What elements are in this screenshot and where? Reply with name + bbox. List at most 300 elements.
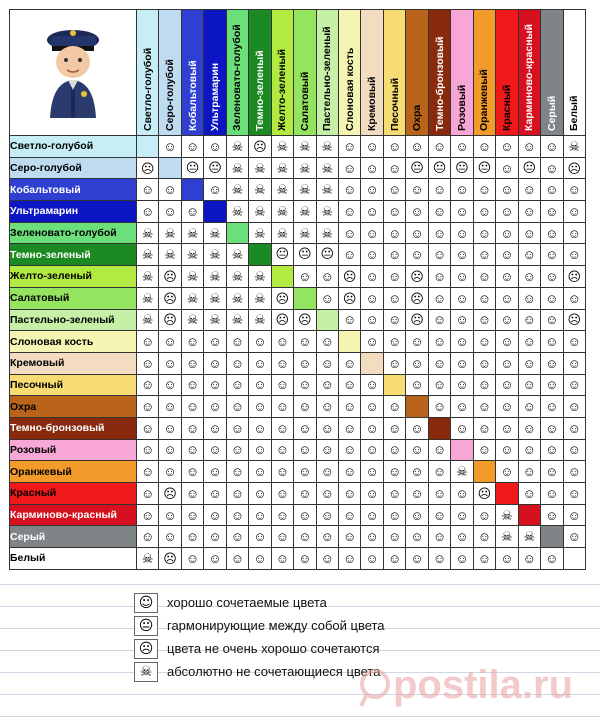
smiley-face-icon: ☺ [496, 417, 518, 439]
smiley-face-icon: ☺ [383, 287, 405, 309]
diagonal-color-swatch [383, 374, 405, 396]
skull-crossbones-icon: ☠ [136, 287, 158, 309]
column-header-label: Ультрамарин [208, 62, 221, 131]
smiley-face-icon: ☺ [428, 287, 450, 309]
smiley-face-icon: ☺ [226, 461, 248, 483]
skull-crossbones-icon: ☠ [496, 504, 518, 526]
smiley-face-icon: ☺ [383, 136, 405, 158]
smiley-face-icon: ☺ [204, 374, 226, 396]
diagonal-color-swatch [496, 483, 518, 505]
smiley-face-icon: ☺ [136, 483, 158, 505]
smiley-face-icon: ☺ [451, 483, 473, 505]
column-header [316, 10, 338, 136]
diagonal-color-swatch [518, 504, 540, 526]
smiley-face-icon: ☺ [541, 417, 563, 439]
smiley-face-icon: ☺ [428, 309, 450, 331]
smiley-face-icon: ☺ [136, 417, 158, 439]
table-row [10, 548, 586, 570]
smiley-face-icon: ☺ [316, 526, 338, 548]
frown-face-icon: ☹ [134, 639, 158, 659]
neutral-face-icon: 😐 [204, 157, 226, 179]
smiley-face-icon: ☺ [563, 526, 586, 548]
smiley-face-icon: ☺ [541, 374, 563, 396]
smiley-face-icon: ☺ [473, 504, 495, 526]
skull-crossbones-icon: ☠ [181, 244, 203, 266]
smiley-face-icon: ☺ [181, 439, 203, 461]
smiley-face-icon: ☺ [428, 136, 450, 158]
smiley-face-icon: ☺ [271, 331, 293, 353]
skull-crossbones-icon: ☠ [159, 222, 181, 244]
smiley-face-icon: ☺ [563, 417, 586, 439]
smiley-face-icon: ☺ [338, 374, 360, 396]
smiley-face-icon: ☺ [473, 396, 495, 418]
smiley-face-icon: ☺ [383, 331, 405, 353]
smiley-face-icon: ☺ [563, 439, 586, 461]
smiley-face-icon: ☺ [159, 179, 181, 201]
smiley-face-icon: ☺ [541, 309, 563, 331]
frown-face-icon: ☹ [294, 309, 316, 331]
smiley-face-icon: ☺ [563, 287, 586, 309]
smiley-face-icon: ☺ [496, 439, 518, 461]
smiley-face-icon: ☺ [383, 179, 405, 201]
smiley-face-icon: ☺ [316, 483, 338, 505]
diagonal-color-swatch [338, 331, 360, 353]
smiley-face-icon: ☺ [383, 461, 405, 483]
column-header-label: Темно-зеленый [253, 50, 266, 131]
smiley-face-icon: ☺ [496, 201, 518, 223]
smiley-face-icon: ☺ [249, 331, 271, 353]
column-header [271, 10, 293, 136]
smiley-face-icon: ☺ [496, 461, 518, 483]
skull-crossbones-icon: ☠ [316, 157, 338, 179]
column-header-label: Белый [568, 95, 581, 131]
smiley-face-icon: ☺ [316, 396, 338, 418]
skull-crossbones-icon: ☠ [294, 157, 316, 179]
smiley-face-icon: ☺ [496, 287, 518, 309]
smiley-face-icon: ☺ [226, 483, 248, 505]
column-header [518, 10, 540, 136]
skull-crossbones-icon: ☠ [316, 179, 338, 201]
smiley-face-icon: ☺ [406, 461, 428, 483]
smiley-face-icon: ☺ [518, 287, 540, 309]
smiley-face-icon: ☺ [204, 504, 226, 526]
compatibility-matrix [9, 9, 586, 570]
smiley-face-icon: ☺ [383, 417, 405, 439]
smiley-face-icon: ☺ [451, 331, 473, 353]
diagonal-color-swatch [294, 287, 316, 309]
smiley-face-icon: ☺ [316, 548, 338, 570]
smiley-face-icon: ☺ [294, 526, 316, 548]
skull-crossbones-icon: ☠ [204, 266, 226, 288]
smiley-face-icon: ☺ [383, 201, 405, 223]
smiley-face-icon: ☺ [406, 222, 428, 244]
diagonal-color-swatch [136, 136, 158, 158]
smiley-face-icon: ☺ [428, 244, 450, 266]
smiley-face-icon: ☺ [181, 331, 203, 353]
smiley-face-icon: ☺ [473, 374, 495, 396]
smiley-face-icon: ☺ [204, 461, 226, 483]
smiley-face-icon: ☺ [181, 526, 203, 548]
watermark [355, 650, 595, 710]
skull-crossbones-icon: ☠ [249, 266, 271, 288]
smiley-face-icon: ☺ [563, 504, 586, 526]
smiley-face-icon: ☺ [428, 439, 450, 461]
smiley-face-icon: ☺ [563, 352, 586, 374]
table-row [10, 526, 586, 548]
diagonal-color-swatch [316, 309, 338, 331]
smiley-face-icon: ☺ [473, 287, 495, 309]
frown-face-icon: ☹ [159, 548, 181, 570]
legend-item-good [0, 592, 600, 614]
frown-face-icon: ☹ [563, 157, 586, 179]
smiley-face-icon: ☺ [451, 136, 473, 158]
smiley-face-icon: ☺ [406, 136, 428, 158]
smiley-face-icon: ☺ [563, 483, 586, 505]
smiley-face-icon: ☺ [204, 483, 226, 505]
smiley-face-icon: ☺ [316, 461, 338, 483]
column-header [159, 10, 181, 136]
smiley-face-icon: ☺ [338, 136, 360, 158]
column-header-label: Оранжевый [478, 69, 491, 131]
smiley-face-icon: ☺ [541, 439, 563, 461]
row-header-label: Темно-зеленый [10, 244, 137, 266]
skull-crossbones-icon: ☠ [159, 244, 181, 266]
smiley-face-icon: ☺ [496, 157, 518, 179]
smiley-face-icon: ☺ [473, 244, 495, 266]
smiley-face-icon: ☺ [204, 417, 226, 439]
smiley-face-icon: ☺ [136, 331, 158, 353]
smiley-face-icon: ☺ [338, 548, 360, 570]
smiley-face-icon: ☺ [406, 352, 428, 374]
smiley-face-icon: ☺ [451, 504, 473, 526]
smiley-face-icon: ☺ [451, 244, 473, 266]
smiley-face-icon: ☺ [563, 461, 586, 483]
row-header-label: Серо-голубой [10, 157, 137, 179]
smiley-face-icon: ☺ [136, 526, 158, 548]
skull-crossbones-icon: ☠ [204, 222, 226, 244]
row-header-label: Серый [10, 526, 137, 548]
smiley-face-icon: ☺ [294, 352, 316, 374]
smiley-face-icon: ☺ [518, 244, 540, 266]
smiley-face-icon: ☺ [541, 201, 563, 223]
smiley-face-icon: ☺ [271, 396, 293, 418]
column-header [204, 10, 226, 136]
neutral-face-icon: 😐 [181, 157, 203, 179]
smiley-face-icon: ☺ [316, 504, 338, 526]
smiley-face-icon: ☺ [159, 439, 181, 461]
smiley-face-icon: ☺ [294, 331, 316, 353]
frown-face-icon: ☹ [563, 309, 586, 331]
row-header-label: Охра [10, 396, 137, 418]
smiley-face-icon: ☺ [249, 439, 271, 461]
table-row [10, 417, 586, 439]
skull-crossbones-icon: ☠ [316, 201, 338, 223]
smiley-face-icon: ☺ [361, 266, 383, 288]
smiley-face-icon: ☺ [473, 526, 495, 548]
smiley-face-icon: ☺ [518, 179, 540, 201]
smiley-face-icon: ☺ [361, 439, 383, 461]
smiley-face-icon: ☺ [159, 201, 181, 223]
row-header-label: Кобальтовый [10, 179, 137, 201]
smiley-face-icon: ☺ [159, 331, 181, 353]
column-header-label: Серо-голубой [164, 59, 177, 131]
table-row [10, 504, 586, 526]
smiley-face-icon: ☺ [226, 548, 248, 570]
frown-face-icon: ☹ [159, 483, 181, 505]
smiley-face-icon: ☺ [181, 548, 203, 570]
skull-crossbones-icon: ☠ [249, 201, 271, 223]
smiley-face-icon: ☺ [496, 266, 518, 288]
smiley-face-icon: ☺ [294, 483, 316, 505]
frown-face-icon: ☹ [563, 266, 586, 288]
smiley-face-icon: ☺ [406, 439, 428, 461]
column-header [406, 10, 428, 136]
smiley-face-icon: ☺ [383, 483, 405, 505]
smiley-face-icon: ☺ [473, 222, 495, 244]
smiley-face-icon: ☺ [428, 201, 450, 223]
smiley-face-icon: ☺ [361, 157, 383, 179]
smiley-face-icon: ☺ [338, 483, 360, 505]
diagonal-color-swatch [406, 396, 428, 418]
smiley-face-icon: ☺ [406, 548, 428, 570]
smiley-face-icon: ☺ [563, 201, 586, 223]
column-header [181, 10, 203, 136]
row-header-label: Светло-голубой [10, 136, 137, 158]
diagonal-color-swatch [473, 461, 495, 483]
smiley-face-icon: ☺ [338, 244, 360, 266]
policeman-icon [38, 18, 108, 123]
smiley-face-icon: ☺ [159, 352, 181, 374]
smiley-face-icon: ☺ [541, 461, 563, 483]
smiley-face-icon: ☺ [361, 504, 383, 526]
frown-face-icon: ☹ [406, 266, 428, 288]
smiley-face-icon: ☺ [249, 417, 271, 439]
table-row [10, 483, 586, 505]
smiley-face-icon: ☺ [541, 287, 563, 309]
smiley-face-icon: ☺ [134, 593, 158, 613]
smiley-face-icon: ☺ [181, 374, 203, 396]
smiley-face-icon: ☺ [518, 201, 540, 223]
skull-crossbones-icon: ☠ [181, 266, 203, 288]
smiley-face-icon: ☺ [451, 396, 473, 418]
legend-item-harmonious [0, 615, 600, 637]
column-header [428, 10, 450, 136]
table-row [10, 222, 586, 244]
smiley-face-icon: ☺ [428, 396, 450, 418]
smiley-face-icon: ☺ [518, 222, 540, 244]
skull-crossbones-icon: ☠ [271, 179, 293, 201]
smiley-face-icon: ☺ [249, 461, 271, 483]
smiley-face-icon: ☺ [496, 309, 518, 331]
smiley-face-icon: ☺ [316, 352, 338, 374]
smiley-face-icon: ☺ [518, 136, 540, 158]
skull-crossbones-icon: ☠ [496, 526, 518, 548]
smiley-face-icon: ☺ [406, 244, 428, 266]
frown-face-icon: ☹ [406, 309, 428, 331]
smiley-face-icon: ☺ [406, 417, 428, 439]
smiley-face-icon: ☺ [159, 396, 181, 418]
column-header-label: Светло-голубой [141, 47, 154, 131]
smiley-face-icon: ☺ [338, 179, 360, 201]
frown-face-icon: ☹ [338, 266, 360, 288]
smiley-face-icon: ☺ [136, 439, 158, 461]
smiley-face-icon: ☺ [451, 266, 473, 288]
smiley-face-icon: ☺ [518, 461, 540, 483]
smiley-face-icon: ☺ [361, 222, 383, 244]
smiley-face-icon: ☺ [226, 352, 248, 374]
smiley-face-icon: ☺ [204, 331, 226, 353]
diagonal-color-swatch [249, 244, 271, 266]
smiley-face-icon: ☺ [181, 396, 203, 418]
table-row [10, 396, 586, 418]
smiley-face-icon: ☺ [249, 526, 271, 548]
diagonal-color-swatch [181, 179, 203, 201]
smiley-face-icon: ☺ [294, 396, 316, 418]
smiley-face-icon: ☺ [159, 417, 181, 439]
frown-face-icon: ☹ [406, 287, 428, 309]
neutral-face-icon: 😐 [271, 244, 293, 266]
skull-crossbones-icon: ☠ [294, 136, 316, 158]
row-header-label: Красный [10, 483, 137, 505]
smiley-face-icon: ☺ [428, 222, 450, 244]
smiley-face-icon: ☺ [226, 526, 248, 548]
smiley-face-icon: ☺ [136, 504, 158, 526]
row-header-label: Кремовый [10, 352, 137, 374]
smiley-face-icon: ☺ [226, 439, 248, 461]
skull-crossbones-icon: ☠ [518, 526, 540, 548]
corner-illustration [10, 10, 137, 136]
row-header-label: Темно-бронзовый [10, 417, 137, 439]
smiley-face-icon: ☺ [541, 222, 563, 244]
neutral-face-icon: 😐 [473, 157, 495, 179]
smiley-face-icon: ☺ [136, 352, 158, 374]
smiley-face-icon: ☺ [338, 352, 360, 374]
smiley-face-icon: ☺ [338, 157, 360, 179]
diagonal-color-swatch [563, 548, 586, 570]
skull-crossbones-icon: ☠ [226, 244, 248, 266]
smiley-face-icon: ☺ [181, 504, 203, 526]
smiley-face-icon: ☺ [383, 352, 405, 374]
smiley-face-icon: ☺ [204, 352, 226, 374]
skull-crossbones-icon: ☠ [226, 287, 248, 309]
smiley-face-icon: ☺ [361, 136, 383, 158]
smiley-face-icon: ☺ [406, 374, 428, 396]
smiley-face-icon: ☺ [294, 461, 316, 483]
smiley-face-icon: ☺ [383, 157, 405, 179]
row-header-label: Пастельно-зеленый [10, 309, 137, 331]
smiley-face-icon: ☺ [518, 417, 540, 439]
table-row [10, 201, 586, 223]
smiley-face-icon: ☺ [473, 352, 495, 374]
skull-crossbones-icon: ☠ [226, 266, 248, 288]
diagonal-color-swatch [204, 201, 226, 223]
smiley-face-icon: ☺ [473, 548, 495, 570]
smiley-face-icon: ☺ [294, 417, 316, 439]
column-header [338, 10, 360, 136]
diagonal-color-swatch [428, 417, 450, 439]
skull-crossbones-icon: ☠ [136, 266, 158, 288]
skull-crossbones-icon: ☠ [563, 136, 586, 158]
skull-crossbones-icon: ☠ [249, 157, 271, 179]
skull-crossbones-icon: ☠ [226, 309, 248, 331]
table-row [10, 136, 586, 158]
smiley-face-icon: ☺ [428, 374, 450, 396]
smiley-face-icon: ☺ [428, 266, 450, 288]
smiley-face-icon: ☺ [383, 244, 405, 266]
smiley-face-icon: ☺ [518, 352, 540, 374]
smiley-face-icon: ☺ [316, 266, 338, 288]
smiley-face-icon: ☺ [271, 439, 293, 461]
column-header-label: Зеленовато-голубой [231, 24, 244, 131]
column-header-label: Кремовый [366, 76, 379, 131]
smiley-face-icon: ☺ [294, 266, 316, 288]
smiley-face-icon: ☺ [316, 374, 338, 396]
skull-crossbones-icon: ☠ [249, 309, 271, 331]
column-header-label: Слоновая кость [343, 47, 356, 131]
smiley-face-icon: ☺ [159, 526, 181, 548]
skull-crossbones-icon: ☠ [204, 287, 226, 309]
skull-crossbones-icon: ☠ [204, 309, 226, 331]
smiley-face-icon: ☺ [473, 136, 495, 158]
frown-face-icon: ☹ [271, 309, 293, 331]
skull-crossbones-icon: ☠ [451, 461, 473, 483]
smiley-face-icon: ☺ [338, 504, 360, 526]
smiley-face-icon: ☺ [361, 331, 383, 353]
skull-crossbones-icon: ☠ [249, 179, 271, 201]
row-header-label: Белый [10, 548, 137, 570]
skull-crossbones-icon: ☠ [271, 136, 293, 158]
smiley-face-icon: ☺ [136, 374, 158, 396]
skull-crossbones-icon: ☠ [271, 157, 293, 179]
neutral-face-icon: 😐 [451, 157, 473, 179]
smiley-face-icon: ☺ [181, 461, 203, 483]
smiley-face-icon: ☺ [271, 417, 293, 439]
neutral-face-icon: 😐 [518, 157, 540, 179]
smiley-face-icon: ☺ [451, 201, 473, 223]
smiley-face-icon: ☺ [383, 222, 405, 244]
smiley-face-icon: ☺ [361, 374, 383, 396]
smiley-face-icon: ☺ [473, 417, 495, 439]
smiley-face-icon: ☺ [383, 548, 405, 570]
smiley-face-icon: ☺ [451, 374, 473, 396]
column-header-label: Карминово-красный [523, 24, 536, 131]
row-header-label: Розовый [10, 439, 137, 461]
smiley-face-icon: ☺ [383, 526, 405, 548]
smiley-face-icon: ☺ [226, 396, 248, 418]
smiley-face-icon: ☺ [406, 483, 428, 505]
frown-face-icon: ☹ [159, 287, 181, 309]
smiley-face-icon: ☺ [496, 179, 518, 201]
smiley-face-icon: ☺ [271, 461, 293, 483]
smiley-face-icon: ☺ [406, 526, 428, 548]
smiley-face-icon: ☺ [361, 461, 383, 483]
skull-crossbones-icon: ☠ [271, 201, 293, 223]
smiley-face-icon: ☺ [316, 439, 338, 461]
skull-crossbones-icon: ☠ [249, 287, 271, 309]
smiley-face-icon: ☺ [338, 309, 360, 331]
smiley-face-icon: ☺ [496, 548, 518, 570]
smiley-face-icon: ☺ [249, 352, 271, 374]
frown-face-icon: ☹ [249, 136, 271, 158]
smiley-face-icon: ☺ [294, 374, 316, 396]
smiley-face-icon: ☺ [361, 179, 383, 201]
smiley-face-icon: ☺ [563, 396, 586, 418]
smiley-face-icon: ☺ [204, 439, 226, 461]
skull-crossbones-icon: ☠ [136, 309, 158, 331]
smiley-face-icon: ☺ [428, 331, 450, 353]
column-header [294, 10, 316, 136]
smiley-face-icon: ☺ [451, 222, 473, 244]
